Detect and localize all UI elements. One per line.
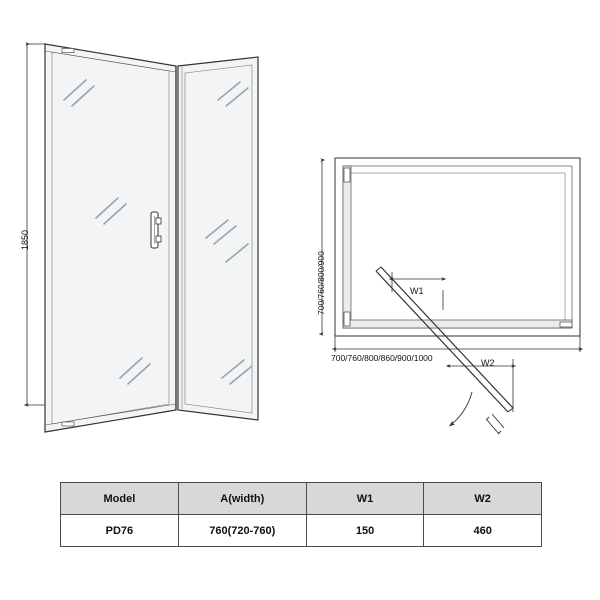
swing-direction-arrow [452, 392, 472, 424]
plan-depth-label: 700/760/800/900 [316, 251, 326, 315]
w1-label: W1 [410, 286, 424, 296]
cell-a-width: 760(720-760) [178, 515, 306, 547]
cell-model: PD76 [61, 515, 179, 547]
height-dimension [27, 44, 45, 405]
width-dimension [335, 336, 580, 352]
header-w2: W2 [424, 483, 542, 515]
w2-label: W2 [481, 358, 495, 368]
front-view-height-label: 1850 [20, 229, 30, 250]
table-row [61, 515, 542, 547]
specification-table [60, 482, 542, 547]
plan-view-group [322, 158, 580, 434]
front-view-group [27, 44, 258, 432]
table-header-row [61, 483, 542, 515]
plan-width-label: 700/760/800/860/900/1000 [331, 353, 433, 363]
cell-w1: 150 [306, 515, 424, 547]
plan-handle [486, 414, 504, 434]
header-w1: W1 [306, 483, 424, 515]
door-panel [176, 57, 258, 420]
cell-w2: 460 [424, 515, 542, 547]
header-model: Model [61, 483, 179, 515]
header-a-width: A(width) [178, 483, 306, 515]
